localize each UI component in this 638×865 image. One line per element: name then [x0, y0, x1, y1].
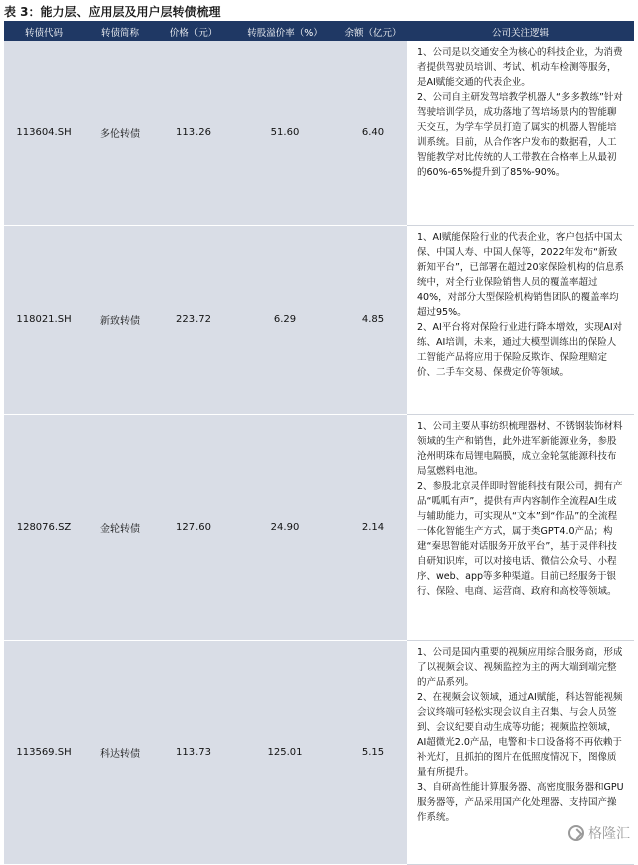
bond-balance: 6.40	[339, 41, 407, 225]
header-price: 价格（元）	[156, 23, 231, 41]
header-balance: 余额（亿元）	[339, 23, 407, 41]
bond-premium: 51.60	[231, 41, 339, 225]
bond-premium: 24.90	[231, 414, 339, 640]
gelonghui-logo-icon	[568, 825, 584, 841]
focus-logic-cell	[407, 414, 634, 640]
bond-name: 多伦转债	[84, 41, 156, 225]
logic-point: 1、公司是以交通安全为核心的科技企业，为消费者提供驾驶员培训、考试、机动车检测等服务，是AI赋能交通的代表企业。	[417, 47, 623, 88]
table-row	[4, 41, 634, 225]
logic-point: 2、公司自主研发驾培教学机器人“多多教练”针对驾驶培训学员，成功落地了驾培场景内的智能聊天交互，为学车学员打造了属实的机器人智能培训系统。目前，从合作客户发布的数据看，人工智能教学对比传统的人工带教在合格率上从最初的60%-65%提升到了85%-90%。	[417, 92, 623, 178]
bond-code: 118021.SH	[4, 225, 84, 414]
logic-point: 1、公司是国内重要的视频应用综合服务商，形成了以视频会议、视频监控为主的两大端到端完整的产品系列。	[417, 646, 623, 688]
header-code: 转债代码	[4, 23, 84, 41]
bond-balance: 4.85	[339, 225, 407, 414]
bond-code: 128076.SZ	[4, 414, 84, 640]
logic-point: 3、自研高性能计算服务器、高密度服务器和GPU服务器等，产品采用国产化处理器、支持国产操作系统。	[417, 781, 624, 823]
bond-table	[4, 23, 634, 865]
bond-code: 113569.SH	[4, 640, 84, 864]
bond-balance: 5.15	[339, 640, 407, 864]
table-header-row	[4, 23, 634, 41]
logic-point: 2、AI平台将对保险行业进行降本增效，实现AI对练、AI培训，未来，通过大模型训练出的保险人工智能产品将应用于保险反欺诈、保险理赔定价、二手车交易、保费定价等领域。	[417, 321, 623, 378]
bond-price: 113.73	[156, 640, 231, 864]
bond-price: 127.60	[156, 414, 231, 640]
logic-point: 2、参股北京灵伴即时智能科技有限公司，拥有产品“呱呱有声”，提供有声内容制作全流程AI生成与辅助能力，可实现从“文本”到“作品”的全流程一体化智能生产方式，属于类GPT4.0产品；构建“秦思智能对话服务开放平台”，基于灵伴科技自研知识库，可以对接电话、微信公众号、小程序、web、app等多种渠道。目前已经服务于银行、保险、电商、运营商、政府和高校等领域。	[417, 480, 623, 597]
focus-logic-cell	[407, 41, 634, 225]
bond-price: 113.26	[156, 41, 231, 225]
header-logic: 公司关注逻辑	[407, 23, 634, 41]
bond-balance: 2.14	[339, 414, 407, 640]
bond-name: 新致转债	[84, 225, 156, 414]
table-title: 表 3：能力层、应用层及用户层转债梳理	[4, 5, 221, 19]
table-row	[4, 225, 634, 414]
watermark	[568, 823, 630, 843]
header-name: 转债简称	[84, 23, 156, 41]
bond-premium: 125.01	[231, 640, 339, 864]
focus-logic-cell	[407, 225, 634, 414]
bond-premium: 6.29	[231, 225, 339, 414]
bond-code: 113604.SH	[4, 41, 84, 225]
watermark-text: 格隆汇	[588, 826, 630, 842]
bond-price: 223.72	[156, 225, 231, 414]
logic-point: 1、公司主要从事纺织梳理器材、不锈钢装饰材料领域的生产和销售，此外进军新能源业务，参股沧州明珠布局锂电隔膜，成立金轮氢能源科技布局氢燃料电池。	[417, 420, 623, 477]
table-row	[4, 414, 634, 640]
bond-name: 科达转债	[84, 640, 156, 864]
header-premium: 转股溢价率（%）	[231, 23, 339, 41]
logic-point: 1、AI赋能保险行业的代表企业，客户包括中国太保、中国人寿、中国人保等，2022年发布“新致新知平台”，已部署在超过20家保险机构的信息系统中，对全行业保险销售人员的覆盖率超过40%，对部分大型保险机构销售团队的覆盖率均超过95%。	[417, 231, 625, 318]
bond-name: 金轮转债	[84, 414, 156, 640]
logic-point: 2、在视频会议领域，通过AI赋能，科达智能视频会议终端可轻松实现会议自主召集、与会人员签到、会议纪要自动生成等功能；视频监控领域，AI超微光2.0产品，电警和卡口设备将不再依赖于补光灯，且抓拍的图片在低照度情况下，图像质量有所提升。	[417, 691, 623, 778]
table-row	[4, 640, 634, 864]
